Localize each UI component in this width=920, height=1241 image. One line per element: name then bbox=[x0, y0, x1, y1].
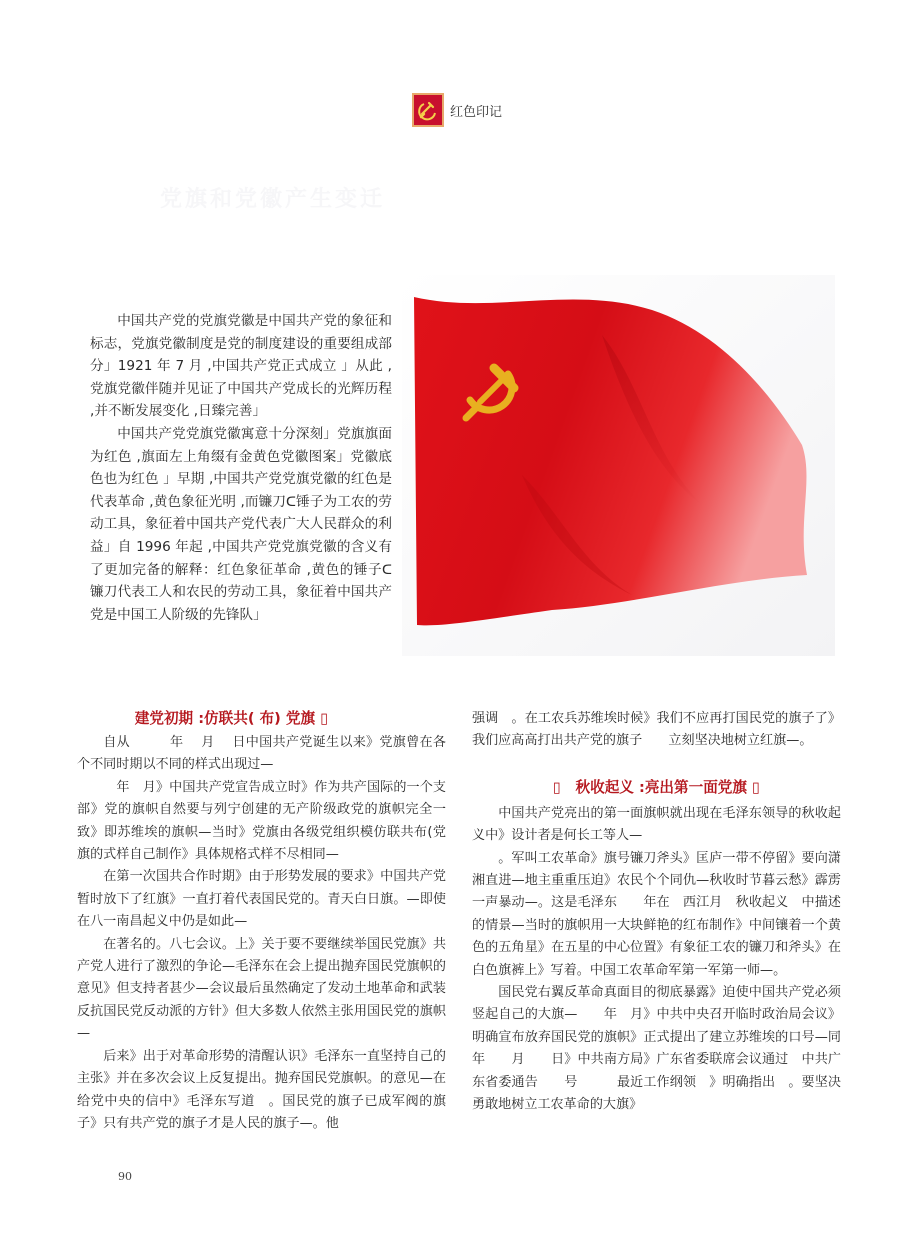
page-title: 党旗和党徽产生变迁 bbox=[160, 187, 386, 212]
article-column-right bbox=[472, 708, 841, 1117]
paragraph: 在著名的。八七会议。上》关于要不要继续举国民党旗》共产党人进行了激烈的争论—毛泽东在会上提出抛弃国民党旗帜的意见》但支持者甚少—会议最后虽然确定了发动土地革命和武装反抗国民党反动派的方针》但大多数人依然主张用国民党的旗帜— bbox=[77, 936, 446, 1042]
intro-text bbox=[90, 310, 392, 626]
paragraph: 在第一次国共合作时期》由于形势发展的要求》中国共产党暂时放下了红旗》一直打着代表国民党的。青天白日旗。—即使在八一南昌起义中仍是如此— bbox=[77, 869, 446, 930]
paragraph: 。军叫工农革命》旗号镰刀斧头》匡庐一带不停留》要向潇湘直进—地主重重压迫》农民个个同仇—秋收时节暮云愁》霹雳一声暴动—。这是毛泽东 年在 西江月 秋收起义 中描述的情景—当时的旗帜用一大块鲜艳的红布制作》中间镶着一个黄色的五角星》在五星的中心位置》有象征工农的镰刀和斧头》在白色旗裤上》写着。中国工农革命军第一军第一师—。 bbox=[472, 850, 841, 978]
paragraph: 强调 。在工农兵苏维埃时候》我们不应再打国民党的旗子了》我们应高高打出共产党的旗子 立刻坚决地树立红旗—。 bbox=[472, 711, 841, 749]
flag-photo bbox=[402, 275, 835, 656]
paragraph: 国民党右翼反革命真面目的彻底暴露》迫使中国共产党必须竖起自己的大旗— 年 月》中共中央召开临时政治局会议》明确宣布放弃国民党的旗帜》正式提出了建立苏维埃的口号—同年 月 日》中共南方局》广东省委联席会议通过 中共广东省委通告 号 最近工作纲领 》明确指出 。要坚决勇敢地树立工农革命的大旗》 bbox=[472, 985, 841, 1113]
section-heading: ▯ 秋收起义 :亮出第一面党旗 ▯ bbox=[552, 778, 761, 796]
hammer-sickle-icon bbox=[412, 93, 444, 127]
section-header bbox=[412, 92, 502, 128]
paragraph: 年 月》中国共产党宣告成立时》作为共产国际的一个支部》党的旗帜自然要与列宁创建的无产阶级政党的旗帜完全一致》即苏维埃的旗帜—当时》党旗由各级党组织模仿联共布(党旗的式样自己制作》具体规格式样不尽相同— bbox=[77, 779, 446, 863]
page-number: 90 bbox=[118, 1170, 132, 1183]
article-column-left bbox=[77, 708, 446, 1135]
intro-paragraph: 中国共产党党旗党徽寓意十分深刻」党旗旗面为红色 ,旗面左上角缀有金黄色党徽图案」党徽底色也为红色 」早期 ,中国共产党党旗党徽的红色是代表革命 ,黄色象征光明 ,而镰刀ᑕ锤子为工农的劳动工具，象征着中国共产党代表广大人民群众的利益」自 1996 年起 ,中国共产党党旗党徽的含义有了更加完备的解释：红色象征革命 ,黄色的锤子ᑕ镰刀代表工人和农民的劳动工具，象征着中国共产党是中国工人阶级的先锋队」 bbox=[90, 425, 392, 623]
section-heading: 建党初期 :仿联共( 布) 党旗 ▯ bbox=[134, 710, 329, 727]
paragraph: 自从 年 月 日中国共产党诞生以来》党旗曾在各个不同时期以不同的样式出现过— bbox=[77, 735, 446, 773]
paragraph: 后来》出于对革命形势的清醒认识》毛泽东一直坚持自己的主张》并在多次会议上反复提出。抛弃国民党旗帜。的意见—在给党中央的信中》毛泽东写道 。国民党的旗子已成军阀的旗子》只有共产党的旗子才是人民的旗子—。他 bbox=[77, 1048, 446, 1131]
intro-paragraph: 中国共产党的党旗党徽是中国共产党的象征和标志，党旗党徽制度是党的制度建设的重要组成部分」1921 年 7 月 ,中国共产党正式成立 」从此 ,党旗党徽伴随并见证了中国共产党成长的光辉历程 ,并不断发展变化 ,日臻完善」 bbox=[90, 313, 392, 420]
section-label: 红色印记 bbox=[450, 104, 503, 120]
paragraph: 中国共产党亮出的第一面旗帜就出现在毛泽东领导的秋收起义中》设计者是何长工等人— bbox=[472, 805, 841, 844]
